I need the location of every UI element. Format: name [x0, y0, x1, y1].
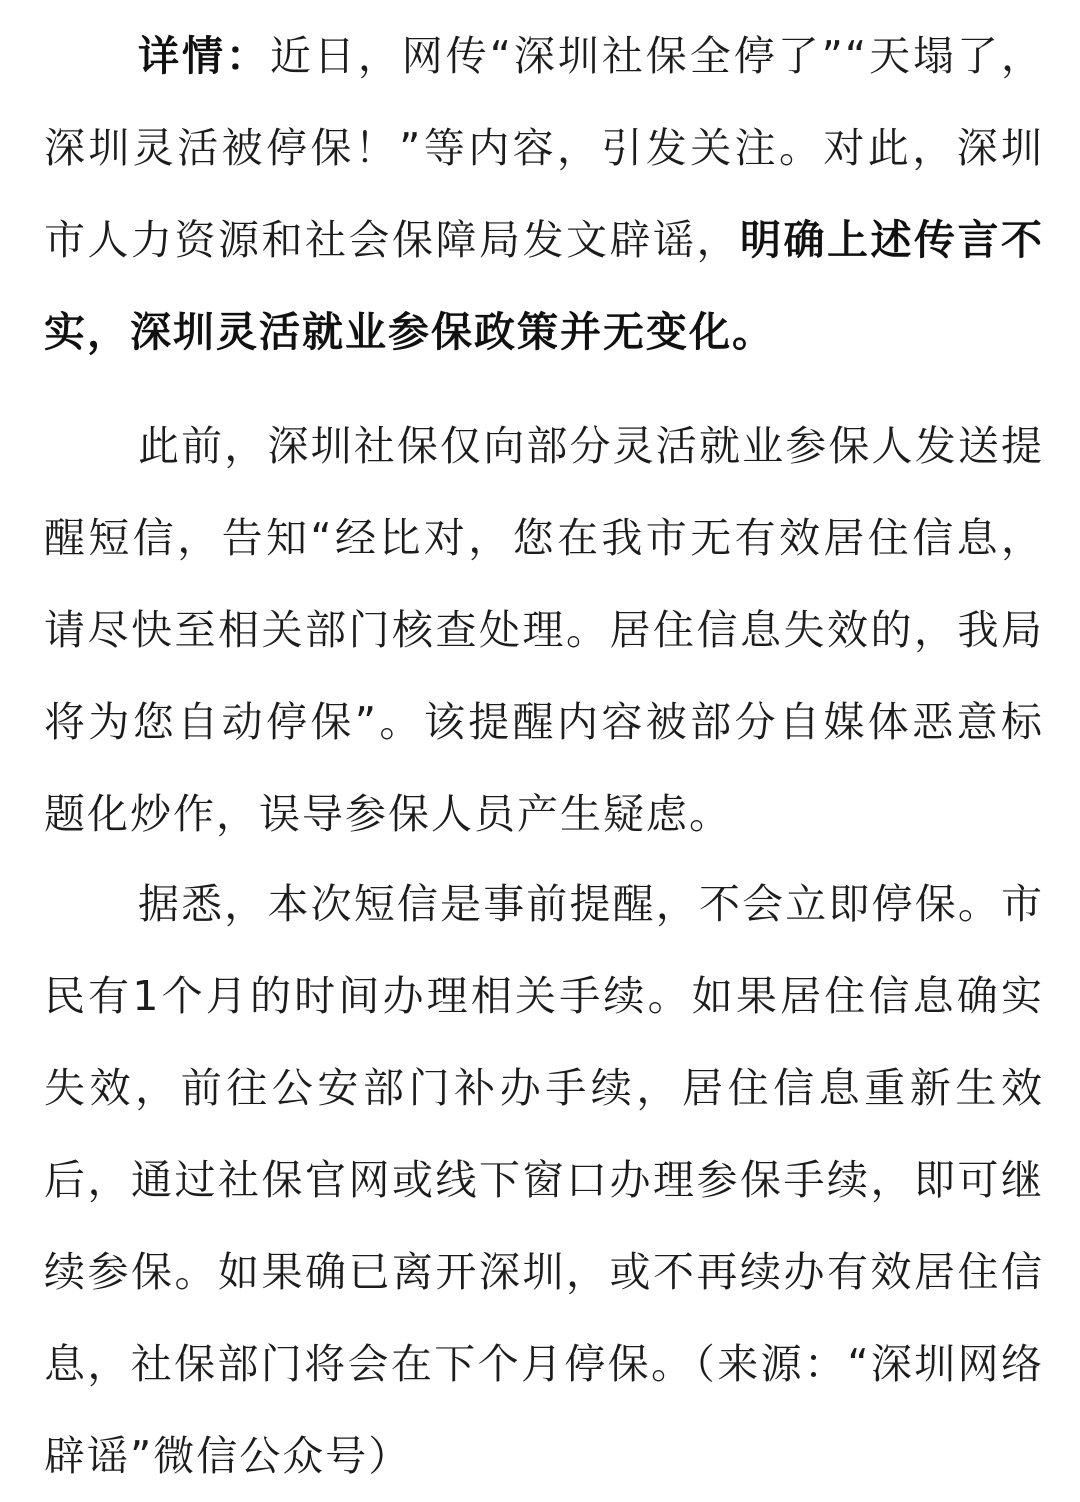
details-bold-text: 明确上述传言不实，深圳灵活就业参保政策并无变化。	[44, 216, 1044, 356]
background-text: 此前，深圳社保仅向部分灵活就业参保人发送提醒短信，告知“经比对，您在我市无有效居住信息，请尽快至相关部门核查处理。居住信息失效的，我局将为您自动停保”。该提醒内容被部分自媒体恶意标题化炒作，误导参保人员产生疑虑。	[44, 422, 1044, 838]
paragraph-details	[44, 10, 1044, 378]
details-label: 详情：	[138, 32, 270, 80]
paragraph-background	[44, 400, 1044, 860]
details-text: 近日，网传“深圳社保全停了”“天塌了，深圳灵活被停保！”等内容，引发关注。对此，深圳市人力资源和社会保障局发文辟谣，	[44, 32, 1044, 264]
guidance-text: 据悉，本次短信是事前提醒，不会立即停保。市民有1个月的时间办理相关手续。如果居住信息确实失效，前往公安部门补办手续，居住信息重新生效后，通过社保官网或线下窗口办理参保手续，即可继续参保。如果确已离开深圳，或不再续办有效居住信息，社保部门将会在下个月停保。（来源：“深圳网络辟谣”微信公众号）	[44, 880, 1044, 1480]
paragraph-guidance	[44, 858, 1044, 1502]
